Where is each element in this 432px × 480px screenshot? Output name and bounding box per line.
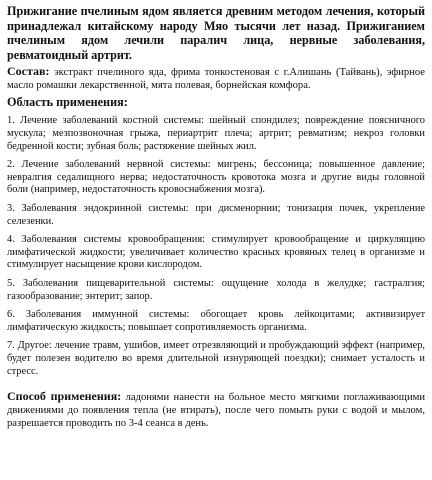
list-item: 1. Лечение заболеваний костной системы: шейный спондилез; повреждение поясничного мускула; мезпозвоночная грыжа, периартрит плеча; артрит; ревматизм; некроз головки бедренной кости; зубная боль; растяжение шейных жил.	[7, 115, 425, 152]
list-item: 4. Заболевания системы кровообращения: стимулирует кровообращение и циркулящию лимфатической жидкости; увеличивает количество красных кровяных телец в организме и стимулирует насыщение крови кислородом.	[7, 234, 425, 271]
list-item: 5. Заболевания пищеварительной системы: ощущение холода в желудке; гастралгия; газообразование; энтерит; запор.	[7, 278, 425, 302]
intro-paragraph: Прижигание пчелиным ядом является древним методом лечения, который принадлежал китайскому народу Мяо тысячи лет назад. Прижиганием пчелиным ядом лечили паралич лица, нервные заболевания, ревматоидный артрит.	[7, 4, 425, 62]
application-title: Область применения:	[7, 94, 128, 109]
list-item: 2. Лечение заболеваний нервной системы: мигрень; бессоница; повышенное давление; невралгия седалищного нерва; недостаточность кровотока мозга и другие виды головной боли (например, недостаточность кровоснабжения мозга).	[7, 159, 425, 196]
composition-paragraph	[7, 65, 425, 93]
usage-paragraph	[7, 390, 425, 430]
application-list	[7, 115, 425, 378]
usage-text: ладонями нанести на больное место мягкими поглаживающими движениями до появления тепла (не втирать), после чего помыть руки с водой и мылом, разрешается проводить по 3-4 сеанса в день.	[7, 392, 425, 429]
list-item: 7. Другое: лечение травм, ушибов, имеет отрезвляющий и пробуждающий эффект (например, будет полезен водителю во время длительной изнуряющей поездки); снимает усталость и стресс.	[7, 340, 425, 377]
usage-label: Способ применения:	[7, 389, 122, 404]
list-item: 6. Заболевания иммунной системы: обогощает кровь лейкоцитами; активизирует лимфатическую жидкость; повышает сопротивляемость организма.	[7, 309, 425, 333]
composition-label: Состав:	[7, 64, 50, 79]
composition-text: экстракт пчелиного яда, фрима тонкостеновая с г.Алишань (Тайвань), эфирное масло ромашки лекарственной, мята полевая, борнейская комфора.	[7, 67, 425, 92]
list-item: 3. Заболевания эндокринной системы: при дисменорнии; тонизация почек, укрепление селезенки.	[7, 203, 425, 227]
